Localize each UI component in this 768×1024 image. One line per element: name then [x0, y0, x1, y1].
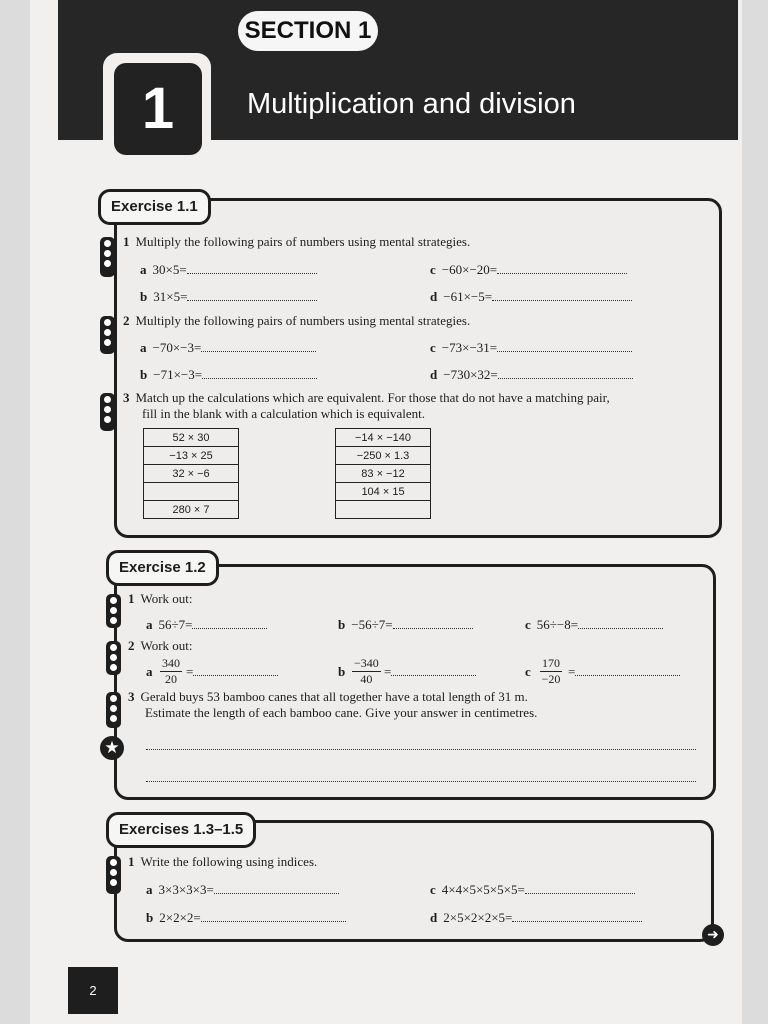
exercise-1-3-tab: Exercises 1.3–1.5 [106, 812, 256, 848]
difficulty-icon [106, 641, 121, 675]
next-arrow-icon[interactable]: ➜ [702, 924, 724, 946]
question-3-text-line2: Estimate the length of each bamboo cane. Give your answer in centimetres. [145, 705, 538, 720]
q1a: a 30×5= [140, 262, 317, 278]
question-1-text: 1 Write the following using indices. [128, 854, 318, 869]
difficulty-icon [106, 692, 121, 728]
question-3-text: 3 Match up the calculations which are equivalent. For those that do not have a matching pair, [123, 390, 610, 405]
table-cell: −14 × −140 [336, 429, 431, 447]
difficulty-icon [106, 856, 121, 894]
q2c: c −73×−31= [430, 340, 632, 356]
q1d: d −61×−5= [430, 289, 632, 305]
blank-cell[interactable] [144, 483, 239, 501]
q2a: a −70×−3= [140, 340, 316, 356]
difficulty-icon [100, 316, 115, 354]
q2c-label: c [525, 664, 531, 679]
answer-blank[interactable] [391, 664, 476, 676]
table-cell: −13 × 25 [144, 447, 239, 465]
q1c: c 4×4×5×5×5×5= [430, 882, 635, 898]
challenge-star-icon: ★ [100, 736, 124, 760]
question-3-text: 3 Gerald buys 53 bamboo canes that all together have a total length of 31 m. [128, 689, 528, 704]
chapter-number: 1 [114, 63, 202, 155]
answer-blank[interactable] [498, 367, 633, 379]
difficulty-icon [100, 237, 115, 277]
answer-blank[interactable] [192, 617, 267, 629]
question-1-text: 1 Multiply the following pairs of numbers using mental strategies. [123, 234, 471, 249]
page-number: 2 [68, 967, 118, 1014]
difficulty-icon [106, 594, 121, 628]
answer-blank[interactable] [214, 882, 339, 894]
answer-line[interactable] [146, 780, 696, 782]
answer-blank[interactable] [193, 664, 278, 676]
answer-blank[interactable] [187, 262, 317, 274]
answer-blank[interactable] [492, 289, 632, 301]
q1c: c 56÷−8= [525, 617, 663, 633]
q1d: d 2×5×2×2×5= [430, 910, 642, 926]
section-label: SECTION 1 [238, 11, 378, 51]
table-cell: 52 × 30 [144, 429, 239, 447]
exercise-1-2-tab: Exercise 1.2 [106, 550, 219, 586]
fraction: $\frac{170}{-20}$ [541, 656, 561, 686]
answer-blank[interactable] [497, 340, 632, 352]
q2c-answer: = [568, 664, 680, 680]
q1c: c −60×−20= [430, 262, 627, 278]
difficulty-icon [100, 393, 115, 431]
exercise-1-2-box [114, 564, 716, 800]
answer-blank[interactable] [187, 289, 317, 301]
q2a-answer: = [186, 664, 278, 680]
blank-cell[interactable] [336, 501, 431, 519]
q2b-label: b [338, 664, 346, 679]
answer-blank[interactable] [393, 617, 473, 629]
q2a-label: a [146, 664, 153, 679]
fraction: $\frac{340}{20}$ [162, 656, 180, 686]
answer-blank[interactable] [525, 882, 635, 894]
q1a: a 56÷7= [146, 617, 267, 633]
q2d: d −730×32= [430, 367, 633, 383]
exercise-1-1-tab: Exercise 1.1 [98, 189, 211, 225]
answer-blank[interactable] [202, 367, 317, 379]
table-cell: 104 × 15 [336, 483, 431, 501]
question-1-text: 1 Work out: [128, 591, 193, 606]
question-3-text-line2: fill in the blank with a calculation which is equivalent. [142, 406, 426, 421]
table-cell: 83 × −12 [336, 465, 431, 483]
answer-blank[interactable] [512, 910, 642, 922]
answer-blank[interactable] [497, 262, 627, 274]
q2b-answer: = [384, 664, 476, 680]
calculations-table-left [143, 428, 239, 519]
question-2-text: 2 Work out: [128, 638, 193, 653]
table-cell: 32 × −6 [144, 465, 239, 483]
answer-blank[interactable] [201, 340, 316, 352]
q2b: b −71×−3= [140, 367, 317, 383]
answer-blank[interactable] [578, 617, 663, 629]
table-cell: −250 × 1.3 [336, 447, 431, 465]
question-2-text: 2 Multiply the following pairs of numbers using mental strategies. [123, 313, 471, 328]
answer-line[interactable] [146, 748, 696, 750]
chapter-title: Multiplication and division [247, 88, 576, 120]
q1b: b −56÷7= [338, 617, 473, 633]
q1b: b 2×2×2= [146, 910, 346, 926]
fraction: $\frac{-340}{40}$ [354, 656, 379, 686]
table-cell: 280 × 7 [144, 501, 239, 519]
answer-blank[interactable] [575, 664, 680, 676]
q1a: a 3×3×3×3= [146, 882, 339, 898]
calculations-table-right [335, 428, 431, 519]
q1b: b 31×5= [140, 289, 317, 305]
answer-blank[interactable] [201, 910, 346, 922]
